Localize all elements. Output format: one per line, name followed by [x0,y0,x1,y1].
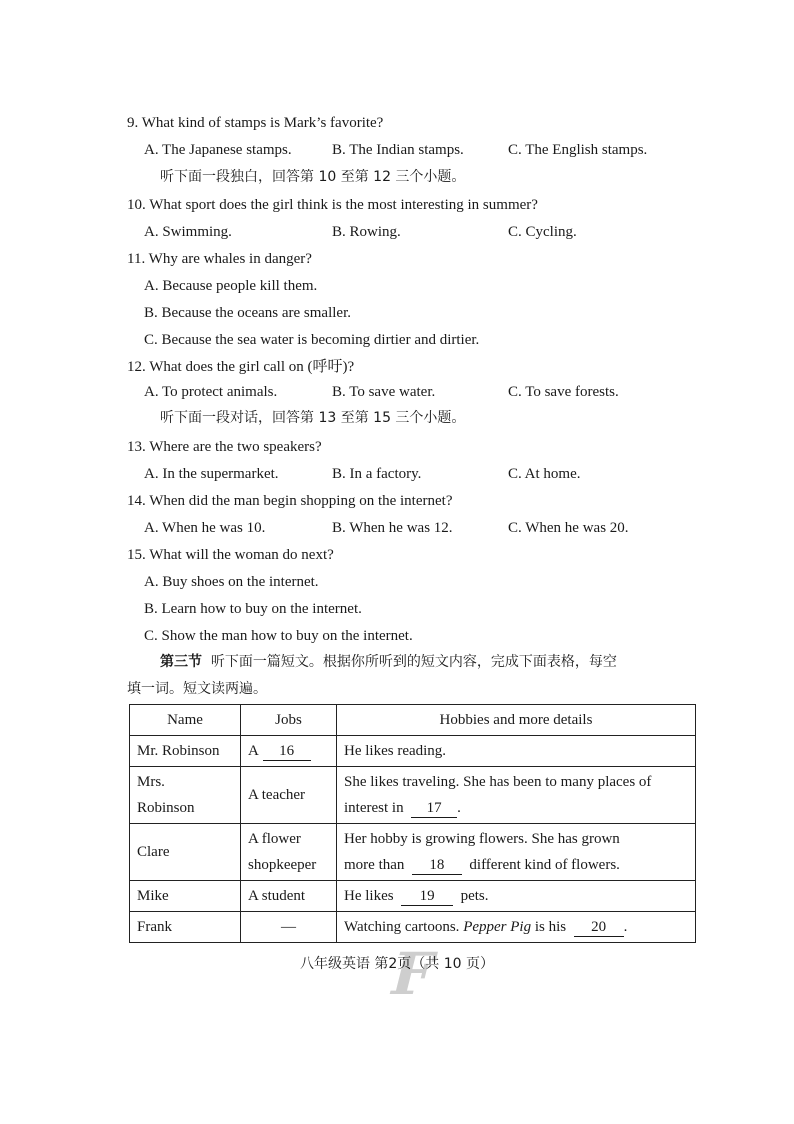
cell-job [241,824,337,881]
option-a: A. The Japanese stamps. [144,142,292,158]
cell-job: — [241,912,337,943]
header-jobs: Jobs [241,705,337,736]
section-3-instruction [160,652,617,672]
option-c: C. At home. [508,466,581,482]
name-line-1: Mrs. [137,774,165,790]
instruction-dialogue: 听下面一段对话，回答第 13 至第 15 三个小题。 [160,410,466,426]
cell-detail [337,881,696,912]
cell-job [241,736,337,767]
section-3-instruction-line-2: 填一词。短文读两遍。 [127,681,267,697]
answer-blank-20[interactable]: 20 [574,919,624,937]
cell-name [130,767,241,824]
option-c: C. The English stamps. [508,142,648,158]
option-a: A. When he was 10. [144,520,266,536]
cell-job: A teacher [241,767,337,824]
section-3-instruction-line-1: 听下面一篇短文。根据你所听到的短文内容，完成下面表格，每空 [210,654,617,670]
question-11-option-a: A. Because people kill them. [144,278,318,294]
option-b: B. To save water. [332,384,436,400]
cell-name: Frank [130,912,241,943]
question-14: 14. When did the man begin shopping on the internet? [127,493,453,509]
question-14-options [144,518,704,538]
cell-name: Mr. Robinson [130,736,241,767]
section-3-heading: 第三节 [160,654,202,670]
question-12-options [144,382,704,402]
question-15-option-a: A. Buy shoes on the internet. [144,574,319,590]
option-a: A. To protect animals. [144,384,278,400]
option-b: B. The Indian stamps. [332,142,464,158]
table-row [130,767,696,824]
detail-line-1: Her hobby is growing flowers. She has grown [344,831,620,847]
question-15: 15. What will the woman do next? [127,547,334,563]
answer-blank-17[interactable]: 17 [411,800,457,818]
detail-line-1: She likes traveling. She has been to many places of [344,774,652,790]
detail-mid: is his [534,919,567,935]
option-c: C. When he was 20. [508,520,629,536]
table-row [130,736,696,767]
cell-detail [337,824,696,881]
detail-prefix: more than [344,857,405,873]
table-header-row [130,705,696,736]
detail-suffix: . [623,919,628,935]
detail-prefix: Watching cartoons. [344,919,460,935]
question-10: 10. What sport does the girl think is the most interesting in summer? [127,197,538,213]
header-hobbies: Hobbies and more details [337,705,696,736]
cell-detail [337,912,696,943]
option-b: B. When he was 12. [332,520,453,536]
detail-suffix: . [457,800,461,816]
job-line-1: A flower [248,831,301,847]
answer-blank-16[interactable]: 16 [263,743,311,761]
question-13-options [144,464,704,484]
question-10-options [144,222,704,242]
question-15-option-c: C. Show the man how to buy on the internet. [144,628,413,644]
detail-suffix: pets. [460,888,489,904]
option-a: A. In the supermarket. [144,466,279,482]
question-11-option-c: C. Because the sea water is becoming dirtier and dirtier. [144,332,480,348]
detail-prefix: He likes [344,888,394,904]
question-12: 12. What does the girl call on (呼吁)? [127,359,355,375]
job-prefix: A [248,743,259,759]
option-c: C. To save forests. [508,384,619,400]
answer-blank-18[interactable]: 18 [412,857,462,875]
hobby-table [129,704,696,943]
question-9-options [144,140,704,160]
question-15-option-b: B. Learn how to buy on the internet. [144,601,362,617]
header-name: Name [130,705,241,736]
cell-name: Mike [130,881,241,912]
question-11: 11. Why are whales in danger? [127,251,312,267]
answer-blank-19[interactable]: 19 [401,888,453,906]
table-row [130,824,696,881]
cell-job: A student [241,881,337,912]
table-row [130,912,696,943]
table-row [130,881,696,912]
cell-name: Clare [130,824,241,881]
instruction-monologue: 听下面一段独白，回答第 10 至第 12 三个小题。 [160,169,466,185]
option-a: A. Swimming. [144,224,232,240]
detail-suffix: different kind of flowers. [469,857,620,873]
detail-prefix: interest in [344,800,404,816]
question-11-option-b: B. Because the oceans are smaller. [144,305,351,321]
option-b: B. In a factory. [332,466,422,482]
question-13: 13. Where are the two speakers? [127,439,322,455]
name-line-2: Robinson [137,800,195,816]
cell-detail: He likes reading. [337,736,696,767]
watermark-f-logo: F [383,940,442,1008]
question-9: 9. What kind of stamps is Mark’s favorite? [127,115,384,131]
option-c: C. Cycling. [508,224,577,240]
page-footer: 八年级英语 第2页（共 10 页） [299,956,495,972]
job-line-2: shopkeeper [248,857,317,873]
option-b: B. Rowing. [332,224,401,240]
cell-detail [337,767,696,824]
cartoon-title: Pepper Pig [463,919,532,935]
